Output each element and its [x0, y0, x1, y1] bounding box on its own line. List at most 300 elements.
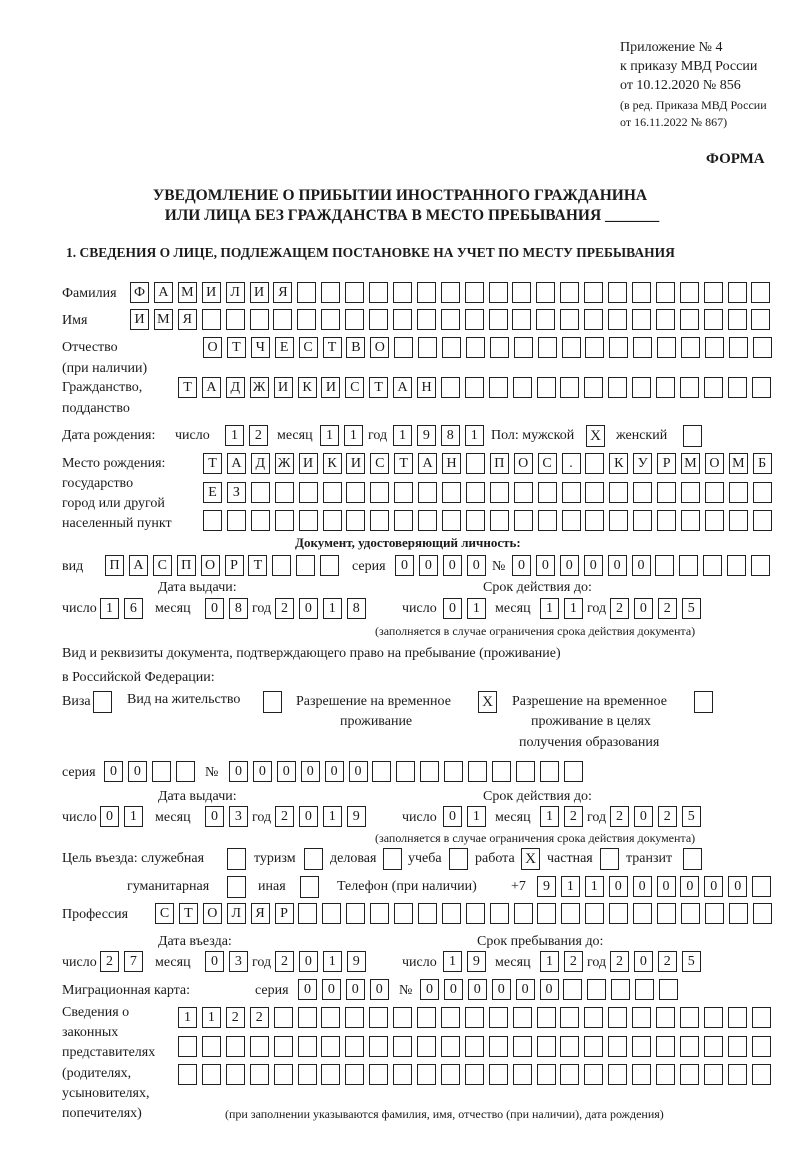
char-cell[interactable] [608, 1036, 627, 1057]
char-cell[interactable] [441, 282, 460, 303]
char-cell[interactable] [729, 337, 748, 358]
char-cell[interactable] [632, 282, 651, 303]
char-cell[interactable] [513, 1064, 532, 1085]
char-cell[interactable]: 0 [104, 761, 123, 782]
char-cell[interactable] [513, 377, 532, 398]
char-cell[interactable]: 9 [347, 806, 366, 827]
char-cell[interactable]: 9 [467, 951, 486, 972]
char-cell[interactable]: 2 [610, 806, 629, 827]
char-cell[interactable] [514, 482, 533, 503]
char-cell[interactable] [728, 1064, 747, 1085]
char-cell[interactable] [299, 510, 318, 531]
char-cell[interactable]: П [105, 555, 124, 576]
char-cell[interactable] [680, 377, 699, 398]
char-cell[interactable]: Я [178, 309, 197, 330]
char-cell[interactable] [514, 903, 533, 924]
char-cell[interactable]: 9 [417, 425, 436, 446]
char-cell[interactable] [727, 555, 746, 576]
char-cell[interactable]: 1 [467, 598, 486, 619]
char-cell[interactable]: 0 [395, 555, 414, 576]
char-cell[interactable]: 2 [275, 598, 294, 619]
char-cell[interactable]: 2 [610, 951, 629, 972]
char-cell[interactable] [632, 1036, 651, 1057]
char-cell[interactable]: 8 [229, 598, 248, 619]
char-cell[interactable]: 0 [540, 979, 559, 1000]
char-cell[interactable]: 1 [124, 806, 143, 827]
char-cell[interactable] [323, 482, 342, 503]
char-cell[interactable]: 0 [419, 555, 438, 576]
char-cell[interactable]: Т [227, 337, 246, 358]
char-cell[interactable]: 0 [609, 876, 628, 897]
char-cell[interactable] [420, 761, 439, 782]
char-cell[interactable] [538, 337, 557, 358]
char-cell[interactable] [226, 1064, 245, 1085]
char-cell[interactable]: Ч [251, 337, 270, 358]
char-cell[interactable] [584, 282, 603, 303]
char-cell[interactable]: И [250, 282, 269, 303]
char-cell[interactable] [417, 1007, 436, 1028]
char-cell[interactable] [178, 1036, 197, 1057]
char-cell[interactable] [560, 1064, 579, 1085]
char-cell[interactable] [275, 482, 294, 503]
residence-checkbox[interactable] [263, 691, 282, 713]
char-cell[interactable] [560, 1036, 579, 1057]
char-cell[interactable] [298, 1036, 317, 1057]
char-cell[interactable]: Д [226, 377, 245, 398]
char-cell[interactable] [561, 903, 580, 924]
char-cell[interactable] [489, 1007, 508, 1028]
purpose-work-checkbox[interactable]: X [521, 848, 540, 870]
sex-male-checkbox[interactable]: X [586, 425, 605, 447]
char-cell[interactable]: А [393, 377, 412, 398]
char-cell[interactable] [418, 510, 437, 531]
char-cell[interactable] [490, 337, 509, 358]
char-cell[interactable] [514, 510, 533, 531]
char-cell[interactable]: 0 [299, 806, 318, 827]
char-cell[interactable] [560, 309, 579, 330]
char-cell[interactable]: 0 [420, 979, 439, 1000]
char-cell[interactable] [729, 903, 748, 924]
char-cell[interactable]: 0 [632, 555, 651, 576]
char-cell[interactable]: 0 [536, 555, 555, 576]
char-cell[interactable] [370, 510, 389, 531]
char-cell[interactable] [465, 1064, 484, 1085]
char-cell[interactable] [418, 337, 437, 358]
char-cell[interactable] [442, 482, 461, 503]
char-cell[interactable] [441, 1064, 460, 1085]
char-cell[interactable] [152, 761, 171, 782]
char-cell[interactable] [585, 482, 604, 503]
char-cell[interactable] [417, 282, 436, 303]
char-cell[interactable] [489, 309, 508, 330]
char-cell[interactable] [490, 903, 509, 924]
char-cell[interactable]: 0 [634, 951, 653, 972]
char-cell[interactable]: М [178, 282, 197, 303]
char-cell[interactable]: 0 [680, 876, 699, 897]
char-cell[interactable]: 0 [298, 979, 317, 1000]
visa-checkbox[interactable] [93, 691, 112, 713]
char-cell[interactable]: У [633, 453, 652, 474]
char-cell[interactable]: Е [203, 482, 222, 503]
char-cell[interactable] [393, 1036, 412, 1057]
char-cell[interactable] [633, 482, 652, 503]
char-cell[interactable] [729, 482, 748, 503]
char-cell[interactable] [632, 377, 651, 398]
char-cell[interactable]: Л [227, 903, 246, 924]
char-cell[interactable] [251, 482, 270, 503]
char-cell[interactable]: В [346, 337, 365, 358]
char-cell[interactable] [656, 1064, 675, 1085]
char-cell[interactable] [369, 309, 388, 330]
char-cell[interactable] [560, 1007, 579, 1028]
char-cell[interactable] [656, 1007, 675, 1028]
char-cell[interactable] [369, 282, 388, 303]
char-cell[interactable]: Т [248, 555, 267, 576]
char-cell[interactable] [275, 510, 294, 531]
char-cell[interactable] [444, 761, 463, 782]
char-cell[interactable] [585, 510, 604, 531]
char-cell[interactable]: 2 [658, 951, 677, 972]
char-cell[interactable] [323, 510, 342, 531]
char-cell[interactable] [584, 309, 603, 330]
char-cell[interactable] [516, 761, 535, 782]
char-cell[interactable] [753, 903, 772, 924]
char-cell[interactable]: 1 [178, 1007, 197, 1028]
char-cell[interactable]: 0 [100, 806, 119, 827]
char-cell[interactable] [489, 1064, 508, 1085]
char-cell[interactable] [298, 903, 317, 924]
char-cell[interactable] [585, 337, 604, 358]
char-cell[interactable] [752, 1036, 771, 1057]
char-cell[interactable]: 6 [124, 598, 143, 619]
char-cell[interactable]: 0 [728, 876, 747, 897]
char-cell[interactable]: Л [226, 282, 245, 303]
char-cell[interactable] [752, 876, 771, 897]
char-cell[interactable] [441, 309, 460, 330]
char-cell[interactable]: Я [273, 282, 292, 303]
char-cell[interactable]: 0 [516, 979, 535, 1000]
sex-female-checkbox[interactable] [683, 425, 702, 447]
char-cell[interactable] [705, 337, 724, 358]
char-cell[interactable] [346, 510, 365, 531]
char-cell[interactable] [752, 1064, 771, 1085]
char-cell[interactable] [417, 1064, 436, 1085]
char-cell[interactable] [492, 761, 511, 782]
char-cell[interactable]: А [227, 453, 246, 474]
char-cell[interactable] [297, 309, 316, 330]
char-cell[interactable]: 0 [608, 555, 627, 576]
char-cell[interactable]: 7 [124, 951, 143, 972]
char-cell[interactable]: 2 [564, 806, 583, 827]
char-cell[interactable]: 1 [564, 598, 583, 619]
char-cell[interactable]: 1 [393, 425, 412, 446]
char-cell[interactable] [562, 482, 581, 503]
char-cell[interactable] [393, 1007, 412, 1028]
char-cell[interactable] [608, 309, 627, 330]
char-cell[interactable] [394, 510, 413, 531]
char-cell[interactable]: 0 [253, 761, 272, 782]
char-cell[interactable] [728, 1007, 747, 1028]
char-cell[interactable] [296, 555, 315, 576]
char-cell[interactable] [564, 761, 583, 782]
char-cell[interactable]: 0 [322, 979, 341, 1000]
char-cell[interactable]: 0 [467, 555, 486, 576]
char-cell[interactable] [728, 1036, 747, 1057]
char-cell[interactable]: И [346, 453, 365, 474]
char-cell[interactable] [680, 1007, 699, 1028]
char-cell[interactable] [656, 1036, 675, 1057]
char-cell[interactable]: 5 [682, 598, 701, 619]
char-cell[interactable]: И [299, 453, 318, 474]
char-cell[interactable] [489, 377, 508, 398]
char-cell[interactable]: 1 [540, 598, 559, 619]
char-cell[interactable] [489, 1036, 508, 1057]
char-cell[interactable]: Т [369, 377, 388, 398]
char-cell[interactable]: И [321, 377, 340, 398]
char-cell[interactable]: И [202, 282, 221, 303]
char-cell[interactable] [609, 337, 628, 358]
char-cell[interactable]: 0 [443, 806, 462, 827]
char-cell[interactable]: Я [251, 903, 270, 924]
char-cell[interactable] [704, 309, 723, 330]
char-cell[interactable] [418, 903, 437, 924]
purpose-tourism-checkbox[interactable] [304, 848, 323, 870]
char-cell[interactable] [657, 482, 676, 503]
char-cell[interactable] [345, 282, 364, 303]
char-cell[interactable]: Р [275, 903, 294, 924]
char-cell[interactable]: О [514, 453, 533, 474]
char-cell[interactable] [417, 309, 436, 330]
char-cell[interactable] [536, 309, 555, 330]
char-cell[interactable]: 0 [205, 806, 224, 827]
char-cell[interactable]: 8 [347, 598, 366, 619]
char-cell[interactable] [370, 482, 389, 503]
char-cell[interactable]: Т [394, 453, 413, 474]
char-cell[interactable]: 0 [299, 598, 318, 619]
char-cell[interactable] [680, 1064, 699, 1085]
char-cell[interactable] [322, 903, 341, 924]
char-cell[interactable]: И [274, 377, 293, 398]
char-cell[interactable] [538, 510, 557, 531]
char-cell[interactable] [632, 1007, 651, 1028]
char-cell[interactable] [681, 337, 700, 358]
char-cell[interactable] [751, 309, 770, 330]
char-cell[interactable]: Т [203, 453, 222, 474]
char-cell[interactable] [250, 309, 269, 330]
char-cell[interactable]: 0 [370, 979, 389, 1000]
char-cell[interactable] [585, 903, 604, 924]
char-cell[interactable] [465, 377, 484, 398]
char-cell[interactable] [345, 1007, 364, 1028]
temp-permit-edu-checkbox[interactable] [694, 691, 713, 713]
char-cell[interactable] [608, 1007, 627, 1028]
char-cell[interactable]: 9 [347, 951, 366, 972]
char-cell[interactable] [680, 1036, 699, 1057]
char-cell[interactable] [751, 282, 770, 303]
char-cell[interactable] [537, 1007, 556, 1028]
char-cell[interactable] [753, 510, 772, 531]
char-cell[interactable] [679, 555, 698, 576]
char-cell[interactable] [680, 282, 699, 303]
char-cell[interactable] [703, 555, 722, 576]
char-cell[interactable] [490, 482, 509, 503]
char-cell[interactable] [227, 510, 246, 531]
char-cell[interactable]: 0 [657, 876, 676, 897]
char-cell[interactable] [370, 903, 389, 924]
char-cell[interactable] [632, 309, 651, 330]
char-cell[interactable] [345, 309, 364, 330]
char-cell[interactable]: М [154, 309, 173, 330]
char-cell[interactable]: 1 [540, 951, 559, 972]
char-cell[interactable]: 0 [301, 761, 320, 782]
char-cell[interactable]: П [490, 453, 509, 474]
char-cell[interactable] [442, 337, 461, 358]
char-cell[interactable] [537, 1036, 556, 1057]
char-cell[interactable] [751, 555, 770, 576]
char-cell[interactable] [633, 903, 652, 924]
char-cell[interactable]: Р [657, 453, 676, 474]
char-cell[interactable] [320, 555, 339, 576]
char-cell[interactable]: О [203, 903, 222, 924]
char-cell[interactable]: 1 [344, 425, 363, 446]
purpose-official-checkbox[interactable] [227, 848, 246, 870]
char-cell[interactable]: Н [417, 377, 436, 398]
char-cell[interactable] [729, 510, 748, 531]
char-cell[interactable]: 1 [100, 598, 119, 619]
char-cell[interactable]: 0 [444, 979, 463, 1000]
char-cell[interactable]: К [298, 377, 317, 398]
char-cell[interactable]: А [154, 282, 173, 303]
char-cell[interactable]: А [202, 377, 221, 398]
char-cell[interactable]: 2 [226, 1007, 245, 1028]
char-cell[interactable] [514, 337, 533, 358]
char-cell[interactable] [202, 1064, 221, 1085]
char-cell[interactable] [250, 1036, 269, 1057]
char-cell[interactable]: 2 [275, 806, 294, 827]
char-cell[interactable] [489, 282, 508, 303]
char-cell[interactable] [584, 1036, 603, 1057]
char-cell[interactable] [659, 979, 678, 1000]
char-cell[interactable] [657, 903, 676, 924]
char-cell[interactable]: Т [178, 377, 197, 398]
char-cell[interactable] [657, 337, 676, 358]
char-cell[interactable]: Н [442, 453, 461, 474]
char-cell[interactable]: 0 [349, 761, 368, 782]
char-cell[interactable] [393, 1064, 412, 1085]
char-cell[interactable] [178, 1064, 197, 1085]
char-cell[interactable] [656, 282, 675, 303]
char-cell[interactable] [704, 1064, 723, 1085]
char-cell[interactable] [321, 1036, 340, 1057]
char-cell[interactable] [562, 510, 581, 531]
char-cell[interactable] [537, 903, 556, 924]
char-cell[interactable] [299, 482, 318, 503]
char-cell[interactable] [393, 282, 412, 303]
char-cell[interactable] [250, 1064, 269, 1085]
char-cell[interactable] [273, 309, 292, 330]
char-cell[interactable]: 1 [465, 425, 484, 446]
char-cell[interactable]: 2 [249, 425, 268, 446]
char-cell[interactable] [372, 761, 391, 782]
char-cell[interactable] [466, 482, 485, 503]
char-cell[interactable] [587, 979, 606, 1000]
char-cell[interactable] [540, 761, 559, 782]
char-cell[interactable] [705, 510, 724, 531]
char-cell[interactable]: 5 [682, 951, 701, 972]
char-cell[interactable] [369, 1007, 388, 1028]
char-cell[interactable]: А [418, 453, 437, 474]
char-cell[interactable] [537, 1064, 556, 1085]
char-cell[interactable] [632, 1064, 651, 1085]
char-cell[interactable]: 0 [634, 598, 653, 619]
temp-permit-checkbox[interactable]: X [478, 691, 497, 713]
char-cell[interactable] [704, 1036, 723, 1057]
char-cell[interactable] [466, 510, 485, 531]
char-cell[interactable]: 0 [560, 555, 579, 576]
char-cell[interactable] [202, 309, 221, 330]
char-cell[interactable] [681, 510, 700, 531]
char-cell[interactable]: Т [323, 337, 342, 358]
char-cell[interactable]: Е [275, 337, 294, 358]
char-cell[interactable] [465, 1007, 484, 1028]
char-cell[interactable] [635, 979, 654, 1000]
char-cell[interactable] [704, 282, 723, 303]
char-cell[interactable] [705, 482, 724, 503]
char-cell[interactable] [609, 482, 628, 503]
char-cell[interactable] [704, 377, 723, 398]
char-cell[interactable] [608, 282, 627, 303]
char-cell[interactable] [562, 337, 581, 358]
char-cell[interactable] [465, 309, 484, 330]
char-cell[interactable]: 1 [202, 1007, 221, 1028]
char-cell[interactable] [274, 1007, 293, 1028]
char-cell[interactable]: 8 [441, 425, 460, 446]
char-cell[interactable]: 2 [564, 951, 583, 972]
char-cell[interactable]: Б [753, 453, 772, 474]
char-cell[interactable]: 0 [205, 951, 224, 972]
char-cell[interactable] [346, 482, 365, 503]
char-cell[interactable] [393, 309, 412, 330]
char-cell[interactable]: О [201, 555, 220, 576]
char-cell[interactable]: О [370, 337, 389, 358]
char-cell[interactable]: 1 [561, 876, 580, 897]
char-cell[interactable]: 2 [658, 598, 677, 619]
char-cell[interactable] [584, 1007, 603, 1028]
char-cell[interactable]: 2 [275, 951, 294, 972]
char-cell[interactable] [298, 1064, 317, 1085]
char-cell[interactable] [753, 337, 772, 358]
char-cell[interactable] [728, 377, 747, 398]
char-cell[interactable] [345, 1064, 364, 1085]
char-cell[interactable] [442, 903, 461, 924]
char-cell[interactable]: С [153, 555, 172, 576]
char-cell[interactable]: Р [225, 555, 244, 576]
char-cell[interactable]: А [129, 555, 148, 576]
char-cell[interactable]: Т [179, 903, 198, 924]
char-cell[interactable] [705, 903, 724, 924]
char-cell[interactable] [656, 377, 675, 398]
purpose-business-checkbox[interactable] [383, 848, 402, 870]
char-cell[interactable]: О [203, 337, 222, 358]
char-cell[interactable]: 0 [443, 598, 462, 619]
char-cell[interactable] [251, 510, 270, 531]
char-cell[interactable]: З [227, 482, 246, 503]
char-cell[interactable]: 2 [100, 951, 119, 972]
purpose-transit-checkbox[interactable] [683, 848, 702, 870]
char-cell[interactable]: 0 [299, 951, 318, 972]
char-cell[interactable] [466, 453, 485, 474]
char-cell[interactable]: 1 [585, 876, 604, 897]
